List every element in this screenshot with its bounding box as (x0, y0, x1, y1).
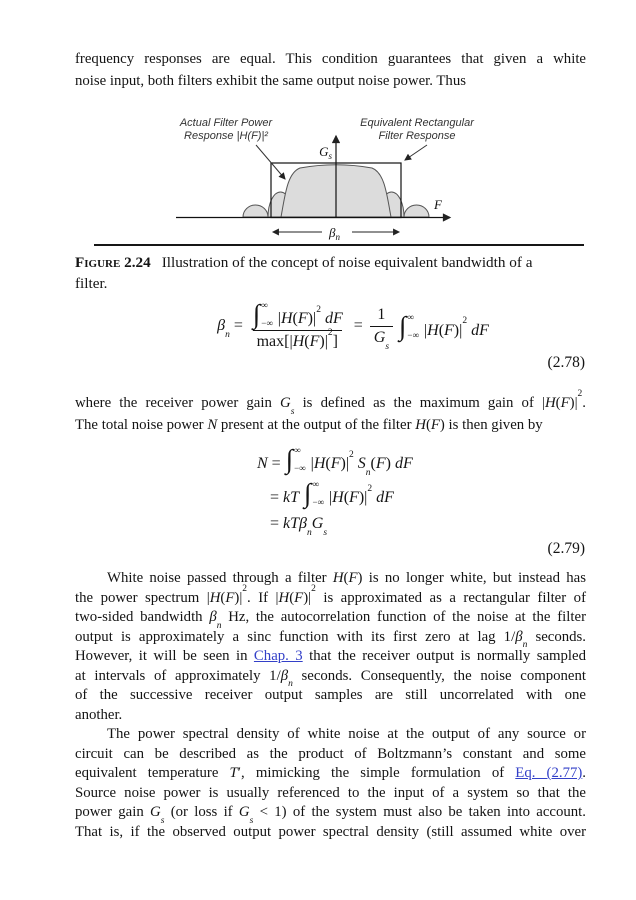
text-link[interactable]: Chap. 3 (253, 648, 303, 664)
figure-caption-label: Figure 2.24 (75, 254, 151, 271)
text-line: of the successive receiver output samples are still uncorrelated with one (75, 687, 586, 703)
text-line: another. (75, 706, 123, 723)
text-line: frequency responses are equal. This condition guarantees that given a white (75, 51, 586, 67)
eq278-frac2-den: $G_s$ (370, 326, 393, 347)
text-line: Source noise power is usually referenced to the input of a system so that the (75, 784, 586, 801)
integral-sign: ∫ ∞ −∞ (285, 444, 306, 474)
text-line: output is approximately a sinc function with its first zero at lag $1/\beta_n$ seconds. (75, 628, 586, 651)
eq278-numerator: ∫ ∞ −∞ $|H(F)|^2$ dF (252, 299, 343, 329)
figure-2-24 (128, 114, 533, 246)
annotation-actual-line1: Actual Filter Power (179, 117, 273, 129)
figure-annotations (179, 117, 475, 142)
annotation-rect-line1: Equivalent Rectangular (360, 117, 474, 129)
text-line: equivalent temperature T′, mimicking the simple formulation of Eq. (2.77). (75, 765, 586, 781)
eq278-equals: = (353, 317, 363, 334)
paragraph-where (75, 389, 586, 436)
paragraph-white-noise (75, 569, 586, 725)
text-line: The power spectral density of white noise at the output of any source or (107, 726, 586, 742)
right-annotation-arrow (405, 145, 427, 160)
eq278-rhs: ∫ ∞ −∞ $|H(F)|^2$ dF (399, 310, 489, 341)
eq278-fraction2 (370, 305, 393, 352)
integral-sign: ∫ ∞ −∞ (399, 310, 419, 341)
sidelobe-outer-left (243, 205, 268, 217)
text-line: That is, if the observed output power spectral density (still assumed white over (75, 823, 586, 840)
integral-sign: ∫ ∞ −∞ (252, 299, 273, 329)
text-line: where the receiver power gain $G_s$ is defined as the maximum gain of $|H(F)|^2$. (75, 389, 586, 417)
equation-number-279: (2.79) (547, 540, 585, 557)
beta-label: $\beta_n$ (329, 225, 340, 242)
text-line: two-sided bandwidth $\beta_n$ Hz, the autocorrelation function of the noise at the filter (75, 609, 586, 631)
text-link[interactable]: Eq. (2.77) (515, 765, 583, 781)
eq278-fraction (248, 301, 347, 351)
text-line: the power spectrum $|H(F)|^2$. If $|H(F)|^2$ is approximated as a rectangular filter of (75, 583, 586, 606)
sidelobe-outer-right (404, 205, 429, 217)
text-line: White noise passed through a filter H(F) is no longer white, but instead has (107, 570, 586, 586)
annotation-actual-line2: Response |H(F)|² (184, 130, 268, 142)
caption-divider (94, 244, 584, 246)
eq278-denominator: $\max[|H(F)|^2]$ (253, 330, 342, 351)
equation-2-79-line2: = kT ∫ ∞ −∞ $|H(F)|^2$ dF (270, 478, 394, 508)
equation-2-79-line3: = $kT\beta_nG_s$ (270, 515, 328, 539)
gain-label: $G_s$ (319, 144, 332, 161)
text-line: However, it will be seen in Chap. 3 that the receiver output is normally sampled (75, 648, 587, 664)
text-line: The total noise power N present at the output of the filter H(F) is then given by (75, 417, 543, 433)
integral-sign: ∫ ∞ −∞ (304, 478, 324, 508)
equation-2-79-line1: N = ∫ ∞ −∞ $|H(F)|^2$ $S_n(F)$ dF (257, 444, 413, 479)
equation-2-78 (75, 301, 586, 351)
paragraph-psd (75, 725, 586, 842)
frequency-label: F (434, 197, 442, 212)
annotation-rect-line2: Filter Response (378, 130, 456, 142)
figure-caption (75, 252, 586, 294)
caption-text: Illustration of the concept of noise equivalent bandwidth of a (161, 254, 533, 271)
text-line: power gain $G_s$ (or loss if $G_s < 1$) of the system must also be taken into account. (75, 804, 586, 826)
text-line: noise input, both filters exhibit the same output noise power. Thus (75, 73, 466, 89)
eq278-lhs: $\beta_n$ = (217, 317, 243, 341)
paragraph-intro (75, 48, 586, 92)
text-line: at intervals of approximately $1/\beta_n$ seconds. Consequently, the noise component (75, 667, 586, 690)
eq278-frac2-num: 1 (377, 305, 386, 323)
text-line: circuit can be described as the product of Boltzmann’s constant and some (75, 745, 586, 762)
caption-line2: filter. (75, 275, 108, 292)
equation-number-278: (2.78) (547, 354, 585, 371)
caption-line1 (75, 252, 586, 273)
